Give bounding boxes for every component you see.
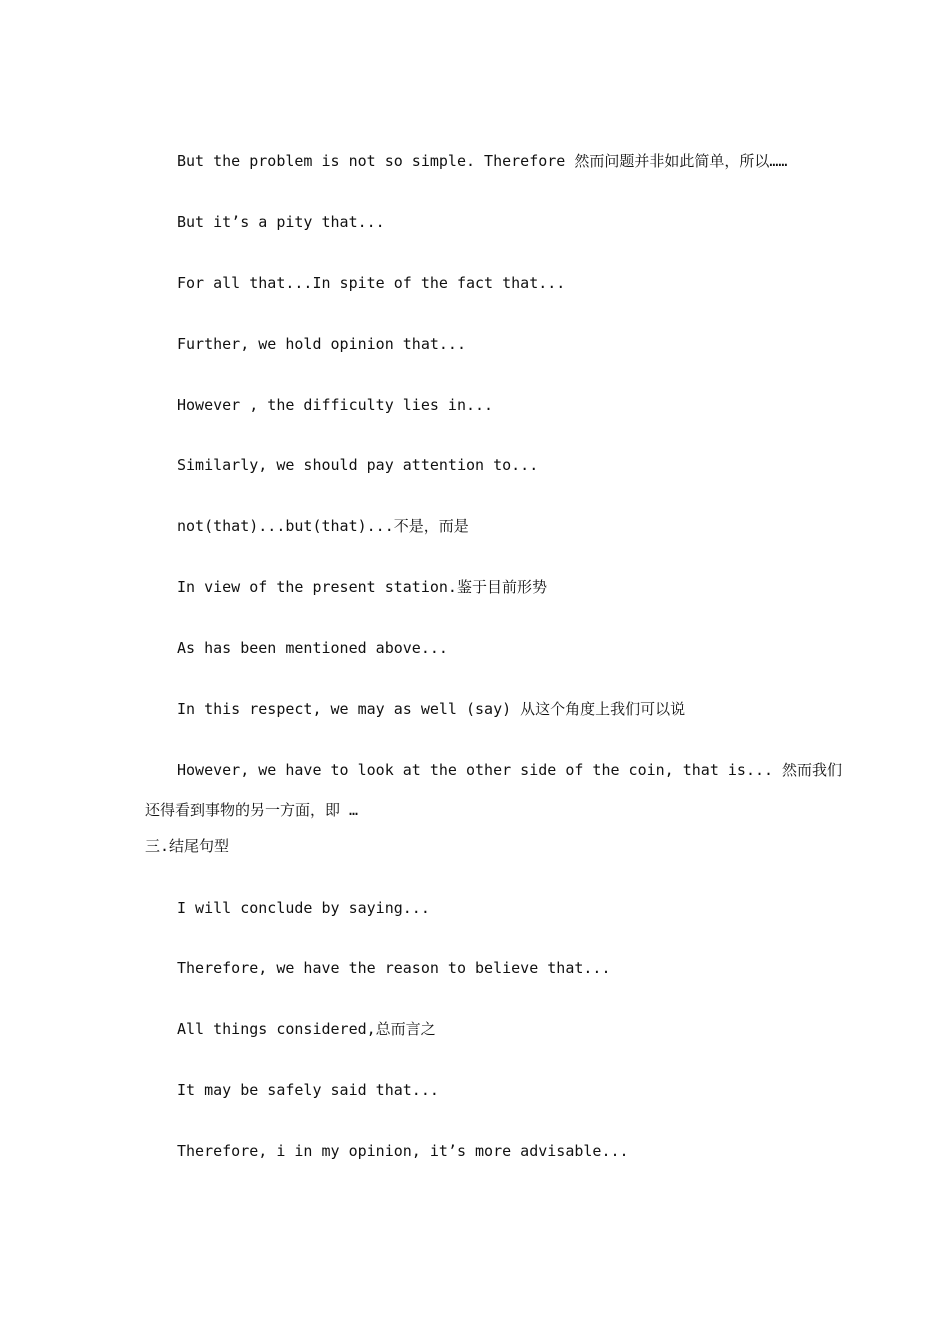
text-line: In view of the present station.鉴于目前形势 [177, 578, 547, 596]
text-line: not(that)...but(that)...不是，而是 [177, 517, 469, 535]
text-line: Similarly, we should pay attention to... [177, 456, 539, 474]
text-line: However, we have to look at the other side of the coin, that is... 然而我们 [177, 761, 843, 779]
text-line: Further, we hold opinion that... [177, 335, 466, 353]
text-line: But the problem is not so simple. Therefore 然而问题并非如此简单，所以…… [177, 152, 788, 170]
text-line: All things considered,总而言之 [177, 1020, 436, 1038]
text-line: Therefore, we have the reason to believe that... [177, 959, 611, 977]
text-line: For all that...In spite of the fact that... [177, 274, 566, 292]
text-line: In this respect, we may as well (say) 从这个角度上我们可以说 [177, 700, 686, 718]
text-line: But it’s a pity that... [177, 213, 385, 231]
text-line: I will conclude by saying... [177, 899, 430, 917]
text-line: As has been mentioned above... [177, 639, 448, 657]
section-heading: 三.结尾句型 [145, 837, 230, 855]
text-line: However , the difficulty lies in... [177, 396, 494, 414]
text-line: Therefore, i in my opinion, it’s more advisable... [177, 1142, 629, 1160]
text-line: It may be safely said that... [177, 1081, 439, 1099]
text-line-continuation: 还得看到事物的另一方面，即 … [145, 801, 359, 819]
